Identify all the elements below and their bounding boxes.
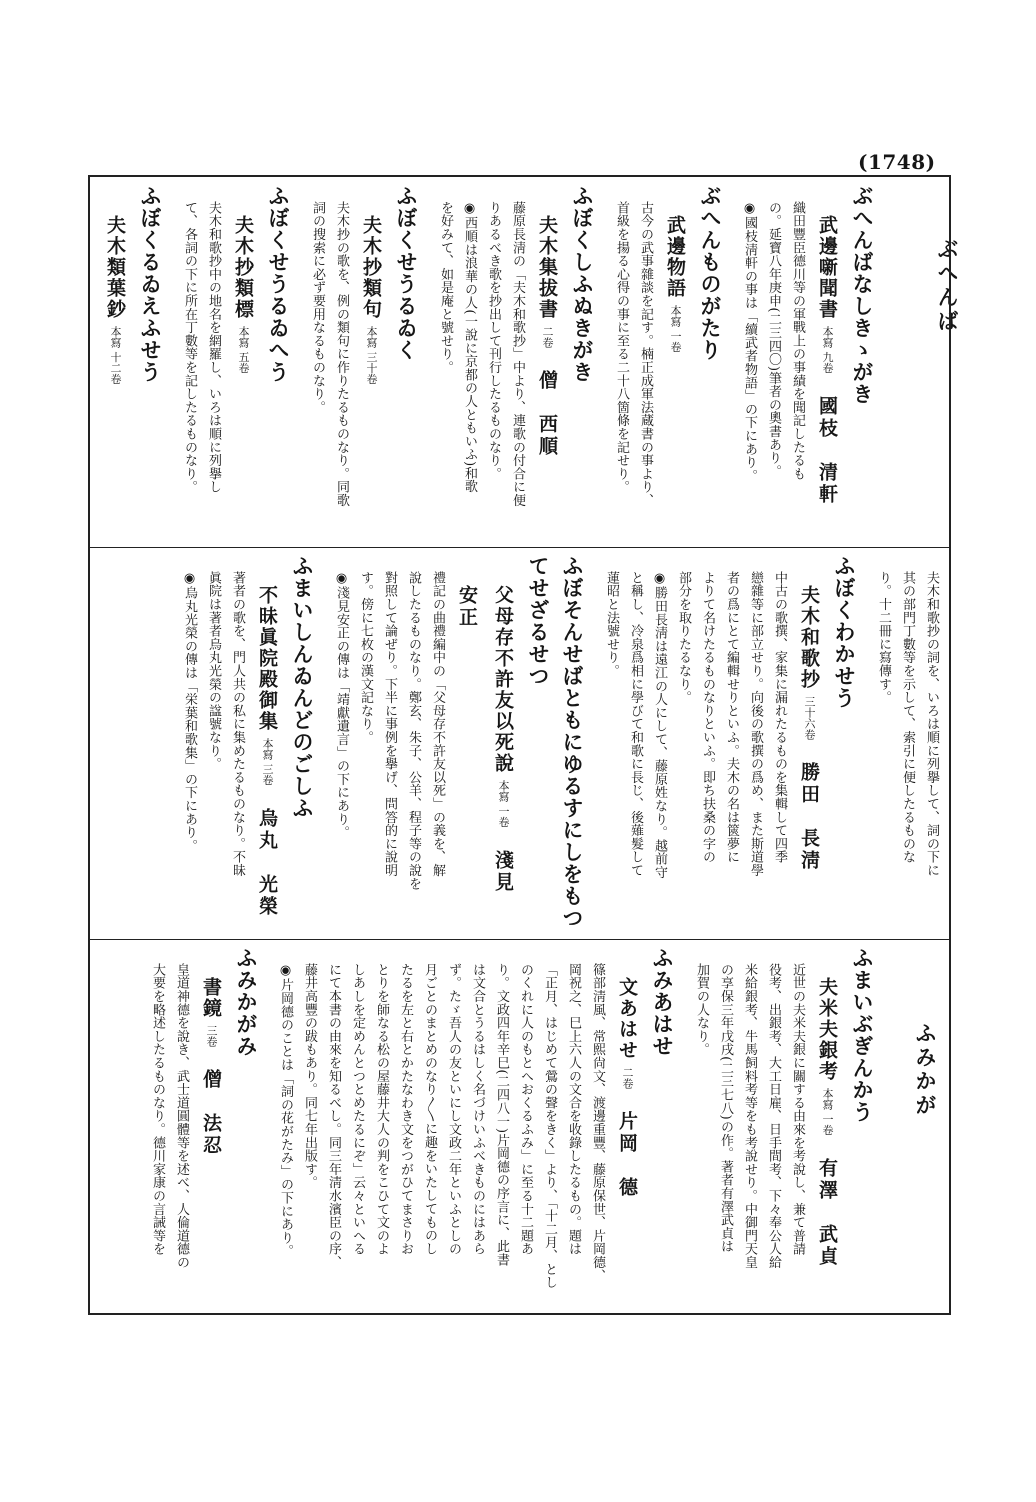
description-line: 戀雜等に部立せり。向後の歌撰の爲め、また斯道學 bbox=[748, 571, 763, 877]
entry-description bbox=[599, 555, 791, 931]
entry-author: 僧 法忍 bbox=[200, 1069, 222, 1157]
description-line: 中古の歌撰、家集に漏れたるものを集輯して四季 bbox=[772, 571, 787, 864]
description-line: のくれに人のもとへおくるふみ」に至る十二題あ bbox=[518, 963, 533, 1256]
description-line: 眞院は著者烏丸光榮の諡號なり。 bbox=[206, 571, 221, 771]
description-line: は文合とうるはしく名づけいふべきものにはあら bbox=[470, 963, 485, 1256]
description-line: と稱し、冷泉爲相に學びて和歌に長じ、後薙髮して bbox=[628, 571, 643, 877]
description-line: 其の部門丁數等を示して、索引に便したるものな bbox=[900, 571, 915, 864]
description-line: を好みて、如是庵と號せり。 bbox=[438, 201, 453, 374]
description-line: 藤原長淸の「夫木和歌抄」中より、連歌の付合に便 bbox=[510, 201, 525, 507]
entry-title-line bbox=[225, 185, 261, 539]
dictionary-entry bbox=[177, 185, 295, 539]
entry-description bbox=[177, 185, 225, 539]
description-line: 藤井高豐の跋もあり。同七年出版す。 bbox=[302, 963, 317, 1190]
entry-volume-info: 二卷 bbox=[621, 1067, 634, 1089]
entry-volume-info: 本寫 九卷 bbox=[821, 326, 834, 374]
description-line: ◉烏丸光榮の傳は「栄葉和歌集」の下にあり。 bbox=[182, 571, 197, 853]
entry-description bbox=[609, 185, 657, 539]
entry-reading: ふぼくわかせう bbox=[832, 555, 857, 709]
description-line: 「正月、はじめて鶯の聲をきく」より、「十二月、とし bbox=[542, 963, 557, 1289]
description-line: ◉片岡德のことは「詞の花がたみ」の下にあり。 bbox=[278, 963, 293, 1258]
entry-title: 父母存不許友以死說 bbox=[492, 585, 514, 774]
entry-volume-info: 本寫 十二卷 bbox=[109, 326, 122, 385]
description-line: 夫木和歌抄中の地名を網羅し、いろは順に列擧し bbox=[206, 201, 221, 494]
description-line: 夫木抄の歌を、例の類句に作りたるものなり。同歌 bbox=[334, 201, 349, 507]
description-line: 對照して論ぜり。下半に事例を擧げ、問答的に說明 bbox=[382, 571, 397, 877]
entry-title: 不昧眞院殿御集 bbox=[256, 585, 278, 732]
description-line: 者の爲にとて編輯せりといふ。夫木の名は篋夢に bbox=[724, 571, 739, 864]
entry-title: 武邊物語 bbox=[664, 215, 686, 299]
entry-reading: ぶへんものがたり bbox=[698, 185, 723, 361]
page-frame bbox=[88, 175, 951, 1315]
description-line: 夫木和歌抄の詞を、いろは順に列擧して、詞の下に bbox=[924, 571, 939, 877]
entry-volume-info: 本寫 三卷 bbox=[261, 738, 274, 786]
description-line: にて本書の由來を知るべし。同三年淸水濱臣の序、 bbox=[326, 963, 341, 1269]
dictionary-entry bbox=[145, 947, 263, 1309]
description-line: たるを左と右とかたなわき文をつがひてまさりお bbox=[398, 963, 413, 1256]
description-line: 皇道神德を說き、武士道圓體等を述べ、人倫道德の bbox=[174, 963, 189, 1269]
description-line: ず。たゞ吾人の友といにし文政二年といふとしの bbox=[446, 963, 461, 1256]
description-line: 著者の歌を、門人共の私に集めたるものなり。不昧 bbox=[230, 571, 245, 877]
entry-description bbox=[329, 555, 449, 931]
entry-volume-info: 二卷 bbox=[541, 326, 554, 348]
description-line: 說したるものなり。鄭玄、朱子、公羊、程子等の說を bbox=[406, 571, 421, 891]
entry-description bbox=[145, 947, 193, 1309]
entry-author: 有澤 武貞 bbox=[816, 1157, 838, 1268]
entry-reading: ふぼくせうるゐく bbox=[394, 185, 419, 361]
dictionary-entry bbox=[305, 185, 423, 539]
description-line: ◉淺見安正の傳は「靖獻遺言」の下にあり。 bbox=[334, 571, 349, 839]
entry-reading: ふぼくしふぬきがき bbox=[570, 185, 595, 383]
entry-title-line bbox=[809, 947, 845, 1309]
entry-title-line bbox=[791, 555, 827, 931]
entry-volume-info: 本寫 一卷 bbox=[497, 780, 510, 828]
description-line: て、各詞の下に所在丁數等を記したるものなり。 bbox=[182, 201, 197, 494]
description-line: ◉國枝淸軒の事は「續武者物語」の下にあり。 bbox=[742, 201, 757, 483]
running-head-bottom: ふみかが bbox=[913, 1022, 938, 1118]
entry-title: 夫木集拔書 bbox=[536, 215, 558, 320]
entry-title: 夫木抄類標 bbox=[232, 215, 254, 320]
entry-author: 勝田 長淸 bbox=[798, 762, 820, 872]
description-line: 近世の夫米夫銀に關する由來を考說し、兼て普請 bbox=[790, 963, 805, 1256]
entry-author: 片岡 德 bbox=[616, 1111, 638, 1199]
entry-volume-info: 本寫 一卷 bbox=[669, 305, 682, 353]
entry-title-line bbox=[193, 947, 229, 1309]
entry-title-line bbox=[657, 185, 693, 539]
entry-author: 淺見 安正 bbox=[456, 585, 514, 916]
description-line: りあるべき歌を抄出して刊行したるものなり。 bbox=[486, 201, 501, 481]
description-line: 首級を揚る心得の事に至る二十八箇條を記せり。 bbox=[614, 201, 629, 494]
entry-reading: ふまいしんゐんどのごしふ bbox=[290, 555, 315, 819]
entry-volume-info: 本寫 三十卷 bbox=[365, 326, 378, 385]
description-line: ◉勝田長淸は遠江の人にして、藤原姓なり。越前守 bbox=[652, 571, 667, 879]
running-head-top: ぶへんば bbox=[935, 238, 960, 334]
dictionary-entry bbox=[609, 185, 727, 539]
entry-title-line bbox=[449, 555, 521, 931]
description-line: 大要を略述したるものなり。德川家康の言誡等を bbox=[150, 963, 165, 1256]
band-middle bbox=[96, 555, 943, 931]
band-divider bbox=[90, 547, 949, 548]
entry-title: 夫木抄類句 bbox=[360, 215, 382, 320]
dictionary-entry bbox=[273, 947, 679, 1309]
entry-reading: ふぼくせうるゐへう bbox=[266, 185, 291, 383]
description-line: しあしを定めんとつとめたるにぞ」云々といへる bbox=[350, 963, 365, 1256]
description-line: 役考、出銀考、大工日雇、日手間考、下々奉公人給 bbox=[766, 963, 781, 1269]
entry-title-line bbox=[529, 185, 565, 539]
entry-reading: ふみあはせ bbox=[650, 947, 675, 1057]
description-line: とりを師なる松の屋藤井大人の判をこひて文のよ bbox=[374, 963, 389, 1256]
entry-description bbox=[871, 555, 943, 931]
entry-author: 國枝 清軒 bbox=[816, 395, 838, 506]
entry-description bbox=[177, 555, 249, 931]
entry-reading: ふぼそんせばともにゆるすにしをもつてせざるせつ bbox=[526, 555, 585, 929]
entry-volume-info: 三十六卷 bbox=[803, 696, 816, 740]
description-line: り。文政四年辛巳(二四八一)片岡德の序言に、此書 bbox=[494, 963, 509, 1267]
dictionary-entry bbox=[737, 185, 879, 539]
description-line: 月ごとのまとめのなり〳〵に趣をいたしてものし bbox=[422, 963, 437, 1256]
description-line: 古今の武事雜談を記す。楠正成軍法蔵書の事より、 bbox=[638, 201, 653, 507]
entry-title-line bbox=[97, 185, 133, 539]
band-divider bbox=[90, 939, 949, 940]
description-line: 詞の搜索に必ず要用なるものなり。 bbox=[310, 201, 325, 414]
description-line: 米給銀考、牛馬飼料考等をも考說せり。中御門天皇 bbox=[742, 963, 757, 1269]
description-line: 禮記の曲禮編中の「父母存不許友以死」の義を、解 bbox=[430, 571, 445, 877]
description-line: す。傍に七枚の漢文記なり。 bbox=[358, 571, 373, 744]
entry-description bbox=[689, 947, 809, 1309]
entry-author: 烏丸 光榮 bbox=[256, 807, 278, 918]
dictionary-entry bbox=[689, 947, 879, 1309]
entry-reading: ふみかがみ bbox=[234, 947, 259, 1057]
description-line: の。延寶八年庚申(二三四〇)筆者の奧書あり。 bbox=[766, 201, 781, 478]
entry-title: 夫木和歌抄 bbox=[798, 585, 820, 690]
entry-volume-info: 三卷 bbox=[205, 1025, 218, 1047]
description-line: 蓮昭と法號せり。 bbox=[604, 571, 619, 678]
band-top bbox=[96, 185, 879, 539]
entry-reading: ふまいぶぎんかう bbox=[850, 947, 875, 1123]
entry-description bbox=[737, 185, 809, 539]
description-line: の享保三年戊戌(二三七八)の作。著者有澤武貞は bbox=[718, 963, 733, 1254]
dictionary-entry bbox=[177, 555, 319, 931]
entry-title: 書鏡 bbox=[200, 977, 222, 1019]
entry-title-line bbox=[353, 185, 389, 539]
entry-volume-info: 本寫 五卷 bbox=[237, 326, 250, 374]
page-number: (1748) bbox=[858, 150, 936, 174]
entry-volume-info: 本寫 一卷 bbox=[821, 1088, 834, 1136]
description-line: ◉西順は浪華の人(一說に京都の人ともいふ)和歌 bbox=[462, 201, 477, 494]
entry-description bbox=[433, 185, 529, 539]
entry-author: 僧 西順 bbox=[536, 370, 558, 458]
entry-title: 夫木類葉鈔 bbox=[104, 215, 126, 320]
description-line: 岡祝之、巳上六人の文合を收錄したるもの。題は bbox=[566, 963, 581, 1256]
entry-reading: ふぼくるゐえふせう bbox=[138, 185, 163, 383]
band-bottom bbox=[96, 947, 879, 1309]
description-line: 篠部淸風、常熙尙文、渡邊重豐、藤原保世、片岡德、 bbox=[590, 963, 605, 1283]
entry-reading: ぶへんばなしきゝがき bbox=[850, 185, 875, 405]
description-line: 加賀の人なり。 bbox=[694, 963, 709, 1057]
entry-description bbox=[273, 947, 609, 1309]
description-line: 織田豐臣德川等の軍戰上の事績を聞記したるも bbox=[790, 201, 805, 481]
dictionary-entry bbox=[871, 555, 943, 931]
entry-title-line bbox=[609, 947, 645, 1309]
entry-description bbox=[305, 185, 353, 539]
entry-title-line bbox=[809, 185, 845, 539]
dictionary-entry bbox=[97, 185, 167, 539]
entry-title-line bbox=[249, 555, 285, 931]
description-line: 部分を取りたるなり。 bbox=[676, 571, 691, 704]
description-line: よりて名けたるものなりといふ。即ち扶桑の字の bbox=[700, 571, 715, 864]
description-line: り。十二冊に寫傳す。 bbox=[876, 571, 891, 704]
dictionary-entry bbox=[599, 555, 861, 931]
entry-title: 武邊噺聞書 bbox=[816, 215, 838, 320]
dictionary-entry bbox=[433, 185, 599, 539]
entry-title: 文あはせ bbox=[616, 977, 638, 1061]
dictionary-entry bbox=[329, 555, 589, 931]
entry-title: 夫米夫銀考 bbox=[816, 977, 838, 1082]
